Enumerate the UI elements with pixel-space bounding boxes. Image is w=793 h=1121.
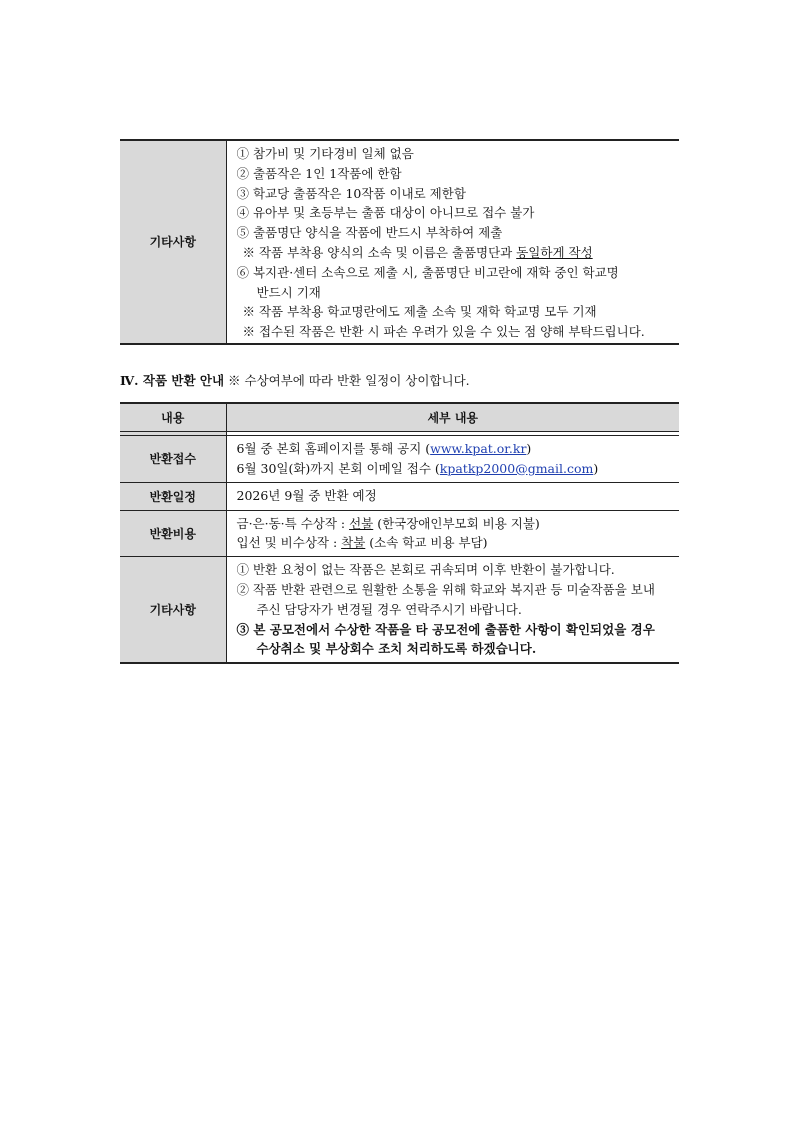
- header-content: 내용: [120, 403, 226, 432]
- section-heading: [120, 371, 470, 389]
- note-item-3: ③ 학교당 출품작은 10작품 이내로 제한함: [236, 185, 466, 201]
- return-other-item-1: ① 반환 요청이 없는 작품은 본회로 귀속되며 이후 반환이 불가합니다.: [236, 562, 615, 578]
- return-receipt-line-2-end: ): [593, 460, 599, 476]
- section-subtitle: ※ 수상여부에 따라 반환 일정이 상이합니다.: [224, 373, 470, 388]
- note-item-4: ④ 유아부 및 초등부는 출품 대상이 아니므로 접수 불가: [236, 205, 535, 221]
- return-cost-line-2-end: (소속 학교 비용 부담): [365, 535, 488, 551]
- return-date-row: [120, 482, 679, 510]
- return-receipt-content: [226, 436, 679, 483]
- note-item-5: ⑤ 출품명단 양식을 작품에 반드시 부착하여 제출: [236, 225, 503, 241]
- return-receipt-row: [120, 436, 679, 483]
- note-item-6: ⑥ 복지관·센터 소속으로 제출 시, 출품명단 비고란에 재학 중인 학교명: [236, 264, 619, 280]
- return-cost-row: [120, 510, 679, 557]
- return-receipt-line-1: [237, 439, 670, 459]
- return-receipt-line-1-text: 6월 중 본회 홈페이지를 통해 공지 (: [236, 441, 431, 456]
- table-header-row: [120, 403, 679, 432]
- return-other-row: [120, 557, 679, 663]
- notes-label: 기타사항: [120, 140, 226, 344]
- return-other-item-3-continued: 수상취소 및 부상회수 조치 처리하도록 하겠습니다.: [256, 641, 537, 657]
- return-other-item-3: ③ 본 공모전에서 수상한 작품을 타 공모전에 출품한 사항이 확인되었을 경우: [236, 621, 655, 637]
- return-other-item-2: ② 작품 반환 관련으로 원활한 소통을 위해 학교와 복지관 등 미술작품을 보내: [236, 581, 655, 597]
- return-cost-label: 반환비용: [120, 510, 226, 557]
- section-title: Ⅳ. 작품 반환 안내: [120, 373, 225, 388]
- return-other-label: 기타사항: [120, 557, 226, 663]
- return-info-table: [120, 402, 679, 664]
- note-item-6-continued: 반드시 기재: [256, 284, 321, 300]
- return-cost-line-1: [237, 514, 670, 534]
- return-receipt-line-2-text: 6월 30일(화)까지 본회 이메일 접수 (: [236, 460, 440, 476]
- return-cost-content: [226, 510, 679, 557]
- return-receipt-line-2: [237, 459, 670, 479]
- header-details: 세부 내용: [226, 403, 679, 432]
- return-cost-line-2-text: 입선 및 비수상작 :: [236, 535, 342, 551]
- note-remark-1: [237, 243, 670, 263]
- cod-text: 착불: [341, 535, 366, 551]
- note-remark-2: ※ 작품 부착용 학교명란에도 제출 소속 및 재학 학교명 모두 기재: [242, 304, 597, 320]
- prepaid-text: 선불: [349, 515, 374, 531]
- participation-notes-table: [120, 139, 679, 345]
- return-date-label: 반환일정: [120, 482, 226, 510]
- return-receipt-label: 반환접수: [120, 436, 226, 483]
- return-date-text: 2026년 9월 중 반환 예정: [226, 482, 679, 510]
- return-cost-line-1-end: (한국장애인부모회 비용 지불): [373, 515, 540, 531]
- return-other-content: [226, 557, 679, 663]
- return-receipt-line-1-end: ): [526, 441, 532, 456]
- notes-content: [226, 140, 679, 344]
- note-item-1: ① 참가비 및 기타경비 일체 없음: [236, 146, 414, 161]
- note-item-2: ② 출품작은 1인 1작품에 한함: [236, 165, 402, 181]
- website-link[interactable]: www.kpat.or.kr: [430, 441, 527, 456]
- return-cost-line-1-text: 금·은·동·특 수상작 :: [236, 515, 350, 531]
- return-other-item-2-continued: 주신 담당자가 변경될 경우 연락주시기 바랍니다.: [256, 601, 522, 617]
- note-remark-1-text: ※ 작품 부착용 양식의 소속 및 이름은 출품명단과: [242, 244, 517, 260]
- return-cost-line-2: [237, 533, 670, 553]
- note-remark-1-underlined: 동일하게 작성: [516, 244, 593, 260]
- note-remark-3: ※ 접수된 작품은 반환 시 파손 우려가 있을 수 있는 점 양해 부탁드립니다.: [242, 324, 645, 340]
- email-link[interactable]: kpatkp2000@gmail.com: [439, 460, 594, 476]
- notes-row: [120, 140, 679, 344]
